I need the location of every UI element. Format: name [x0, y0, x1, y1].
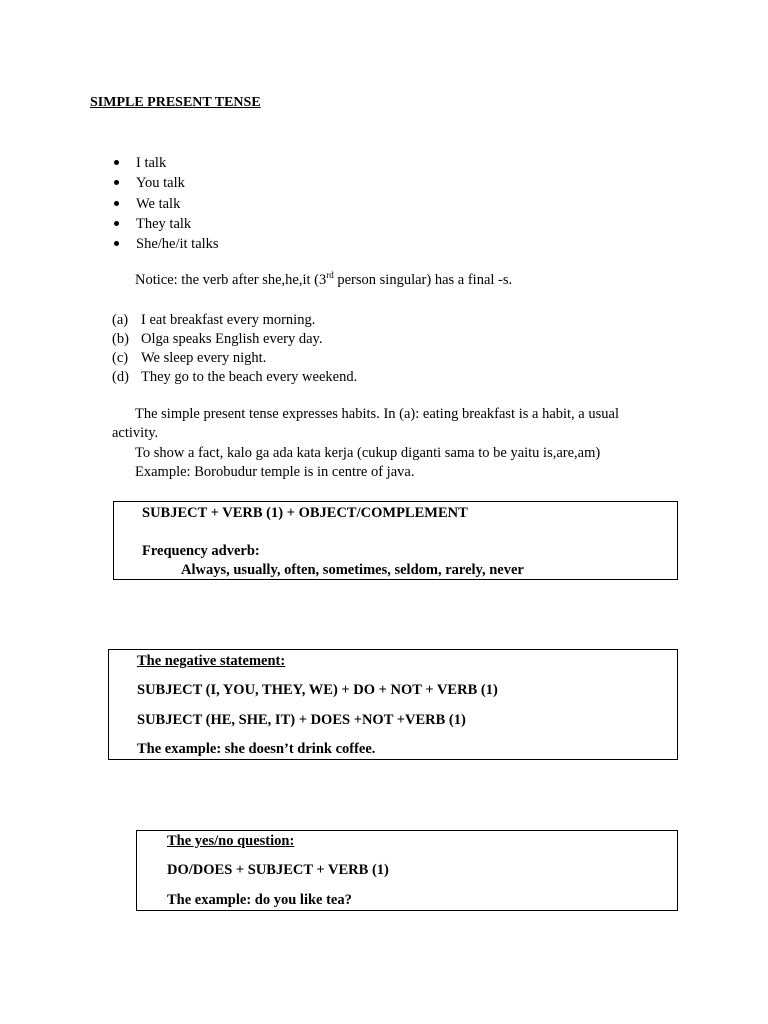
list-item: They talk	[112, 214, 219, 234]
example-text: We sleep every night.	[141, 350, 267, 366]
paragraph-line: Example: Borobudur temple is in centre of java.	[135, 463, 415, 480]
example-list	[112, 311, 357, 387]
example-text: Olga speaks English every day.	[141, 331, 323, 347]
example-mark: (d)	[112, 369, 129, 385]
notice-superscript: rd	[326, 270, 334, 280]
question-heading: The yes/no question:	[167, 833, 295, 849]
frequency-heading: Frequency adverb:	[142, 543, 260, 559]
example-text: They go to the beach every weekend.	[141, 369, 358, 385]
paragraph-line: The simple present tense expresses habits. In (a): eating breakfast is a habit, a usual	[135, 406, 619, 422]
negative-heading: The negative statement:	[137, 653, 286, 669]
example-item	[112, 330, 357, 349]
formula-box	[113, 501, 678, 580]
explanation-paragraph	[112, 405, 652, 482]
question-example: The example: do you like tea?	[167, 892, 352, 908]
paragraph-line: To show a fact, kalo ga ada kata kerja (cukup diganti sama to be yaitu is,are,am)	[135, 444, 601, 461]
example-item	[112, 368, 357, 387]
frequency-list: Always, usually, often, sometimes, seldom, rarely, never	[181, 562, 524, 578]
list-item: You talk	[112, 173, 219, 193]
page-title: SIMPLE PRESENT TENSE	[90, 95, 261, 110]
negative-rule-2: SUBJECT (HE, SHE, IT) + DOES +NOT +VERB (1)	[137, 712, 466, 728]
negative-rule-1: SUBJECT (I, YOU, THEY, WE) + DO + NOT + VERB (1)	[137, 682, 498, 698]
question-box	[136, 830, 678, 911]
example-mark: (a)	[112, 312, 129, 328]
example-text: I eat breakfast every morning.	[141, 312, 316, 328]
negative-box	[108, 649, 678, 760]
paragraph-line: activity.	[112, 425, 159, 442]
notice-text	[135, 272, 512, 289]
pronoun-list	[112, 153, 219, 254]
list-item: I talk	[112, 153, 219, 173]
example-mark: (c)	[112, 350, 129, 366]
list-item: We talk	[112, 194, 219, 214]
example-mark: (b)	[112, 331, 129, 347]
question-rule: DO/DOES + SUBJECT + VERB (1)	[167, 862, 389, 878]
formula-text: SUBJECT + VERB (1) + OBJECT/COMPLEMENT	[142, 505, 468, 521]
example-item	[112, 311, 357, 330]
notice-after: person singular) has a final -s.	[333, 272, 513, 288]
negative-example: The example: she doesn’t drink coffee.	[137, 741, 376, 757]
example-item	[112, 349, 357, 368]
list-item: She/he/it talks	[112, 234, 219, 254]
notice-before: Notice: the verb after she,he,it (3	[135, 272, 327, 288]
